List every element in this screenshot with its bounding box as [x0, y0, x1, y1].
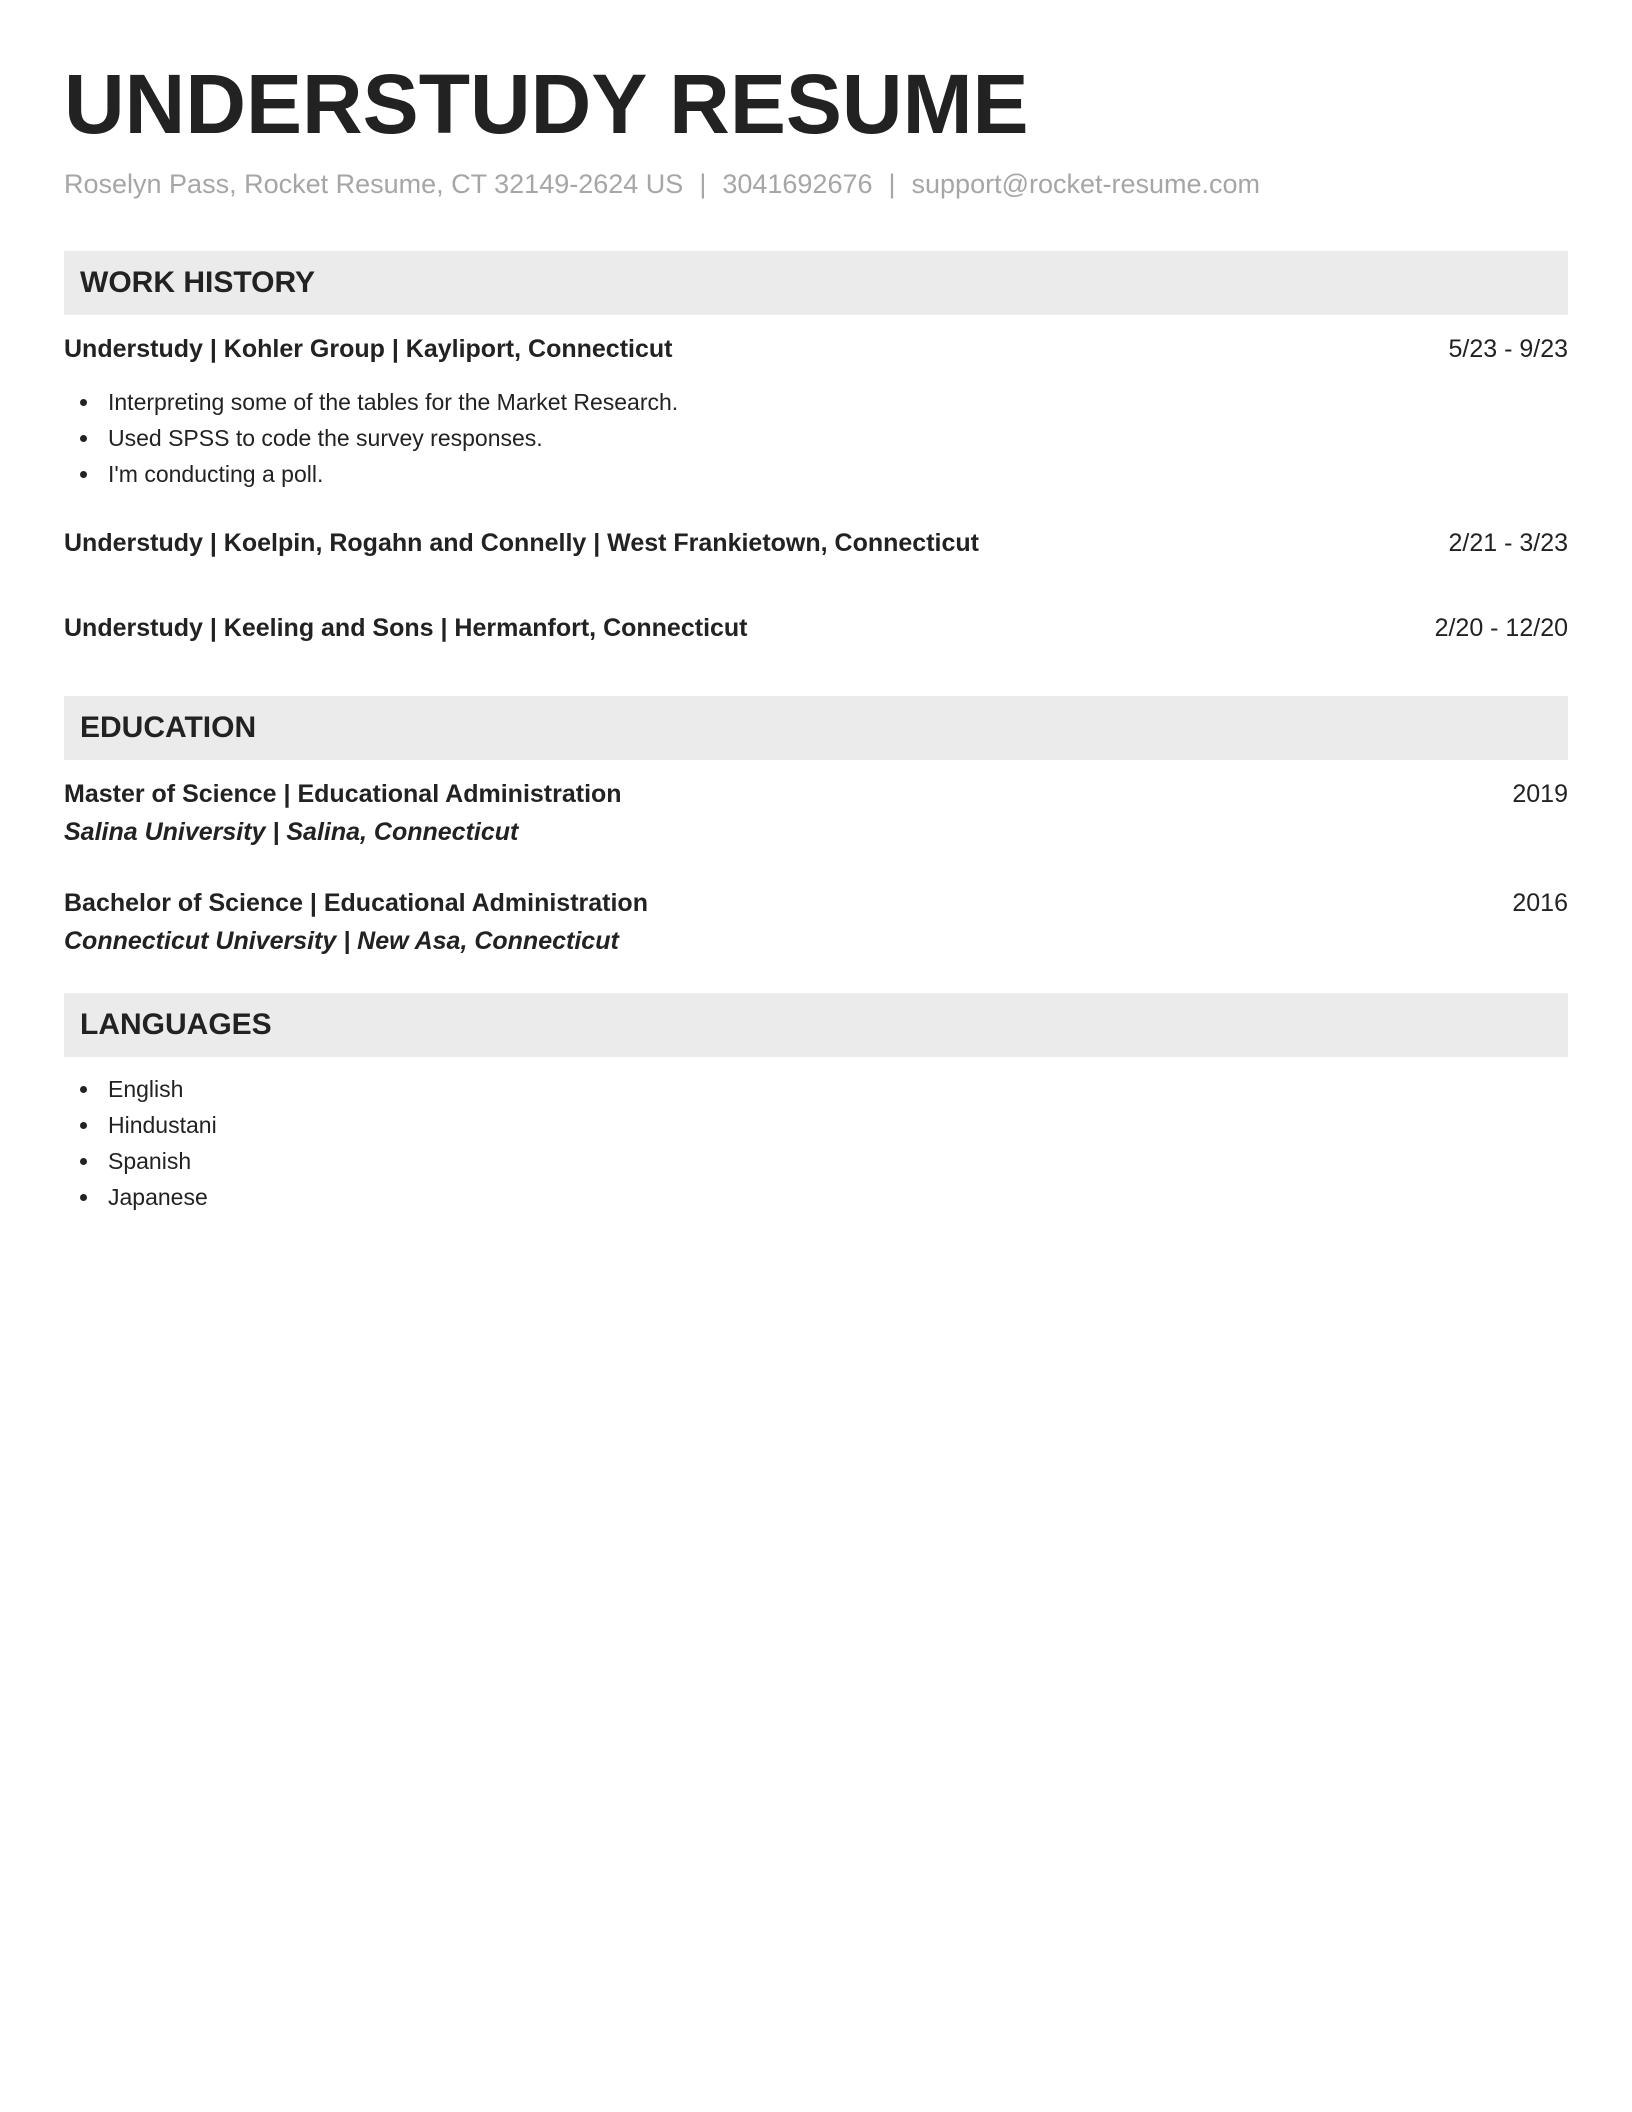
bullet-icon — [80, 1086, 87, 1093]
graduation-year: 2019 — [1512, 780, 1568, 808]
job-dates: 2/21 - 3/23 — [1448, 529, 1568, 557]
education-entry — [64, 776, 1568, 812]
resume-title: UNDERSTUDY RESUME — [64, 57, 1029, 151]
languages-heading: LANGUAGES — [80, 1008, 272, 1041]
job-bullet: I'm conducting a poll. — [64, 456, 678, 492]
job-bullet: Used SPSS to code the survey responses. — [64, 420, 678, 456]
work-history-header — [64, 251, 1568, 315]
job-entry — [64, 331, 1568, 367]
education-heading: EDUCATION — [80, 711, 257, 744]
education-entry — [64, 885, 1568, 921]
bullet-icon — [80, 435, 87, 442]
job-bullet-list — [64, 384, 678, 492]
languages-list — [64, 1071, 217, 1215]
job-entry — [64, 525, 1568, 561]
job-title-line: Understudy | Kohler Group | Kayliport, Connecticut — [64, 335, 673, 363]
bullet-icon — [80, 399, 87, 406]
bullet-icon — [80, 1158, 87, 1165]
language-item: Hindustani — [64, 1107, 217, 1143]
degree-line: Master of Science | Educational Administration — [64, 780, 622, 808]
job-dates: 2/20 - 12/20 — [1434, 614, 1568, 642]
job-dates: 5/23 - 9/23 — [1448, 335, 1568, 363]
languages-header — [64, 993, 1568, 1057]
bullet-icon — [80, 471, 87, 478]
contact-line — [64, 166, 1260, 202]
degree-line: Bachelor of Science | Educational Administration — [64, 889, 648, 917]
work-history-heading: WORK HISTORY — [80, 266, 316, 299]
job-title-line: Understudy | Keeling and Sons | Hermanfort, Connecticut — [64, 614, 748, 642]
school-line: Salina University | Salina, Connecticut — [64, 818, 519, 846]
contact-separator: | — [888, 169, 896, 199]
job-title-line: Understudy | Koelpin, Rogahn and Connelly | West Frankietown, Connecticut — [64, 529, 979, 557]
job-entry — [64, 610, 1568, 646]
language-item: Spanish — [64, 1143, 217, 1179]
contact-separator: | — [699, 169, 707, 199]
graduation-year: 2016 — [1512, 889, 1568, 917]
education-header — [64, 696, 1568, 760]
contact-email: support@rocket-resume.com — [911, 169, 1261, 199]
job-bullet: Interpreting some of the tables for the Market Research. — [64, 384, 678, 420]
contact-address: Roselyn Pass, Rocket Resume, CT 32149-2624 US — [64, 169, 684, 199]
bullet-icon — [80, 1122, 87, 1129]
language-item: Japanese — [64, 1179, 217, 1215]
bullet-icon — [80, 1194, 87, 1201]
school-line: Connecticut University | New Asa, Connecticut — [64, 927, 619, 955]
language-item: English — [64, 1071, 217, 1107]
contact-phone: 3041692676 — [722, 169, 873, 199]
